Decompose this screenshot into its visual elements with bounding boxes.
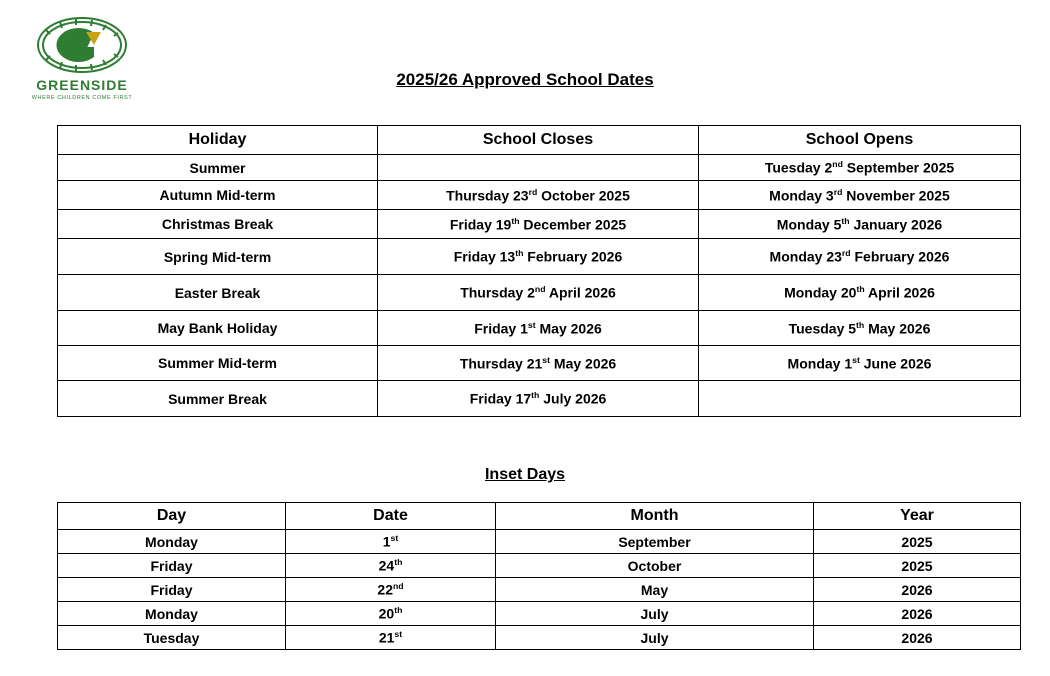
header-date: Date xyxy=(286,503,496,530)
inset-month-cell: September xyxy=(496,530,814,554)
table-row xyxy=(58,578,1021,602)
date-cell: Friday 1st May 2026 xyxy=(378,311,699,346)
holiday-name-cell: May Bank Holiday xyxy=(58,311,378,346)
inset-day-cell: Monday xyxy=(58,530,286,554)
holiday-name-cell: Spring Mid-term xyxy=(58,239,378,275)
holiday-name-cell: Summer Mid-term xyxy=(58,346,378,381)
holiday-name-cell: Summer Break xyxy=(58,381,378,417)
inset-month-cell: July xyxy=(496,602,814,626)
inset-date-cell: 21st xyxy=(286,626,496,650)
school-dates-body xyxy=(58,155,1021,417)
inset-month-cell: July xyxy=(496,626,814,650)
inset-date-cell: 24th xyxy=(286,554,496,578)
header-year: Year xyxy=(814,503,1021,530)
holiday-name-cell: Easter Break xyxy=(58,275,378,311)
table-header-row xyxy=(58,126,1021,155)
date-cell: Monday 3rd November 2025 xyxy=(699,181,1021,210)
inset-days-table xyxy=(57,502,1021,650)
table-row xyxy=(58,346,1021,381)
table-row xyxy=(58,275,1021,311)
inset-date-cell: 22nd xyxy=(286,578,496,602)
inset-date-cell: 1st xyxy=(286,530,496,554)
date-cell: Friday 13th February 2026 xyxy=(378,239,699,275)
inset-year-cell: 2025 xyxy=(814,530,1021,554)
date-cell: Thursday 21st May 2026 xyxy=(378,346,699,381)
table-row xyxy=(58,155,1021,181)
inset-year-cell: 2026 xyxy=(814,602,1021,626)
inset-day-cell: Monday xyxy=(58,602,286,626)
inset-month-cell: May xyxy=(496,578,814,602)
header-holiday: Holiday xyxy=(58,126,378,155)
date-cell xyxy=(378,155,699,181)
holiday-name-cell: Christmas Break xyxy=(58,210,378,239)
date-cell: Friday 19th December 2025 xyxy=(378,210,699,239)
inset-days-body xyxy=(58,530,1021,650)
inset-year-cell: 2026 xyxy=(814,578,1021,602)
date-cell xyxy=(699,381,1021,417)
date-cell: Friday 17th July 2026 xyxy=(378,381,699,417)
inset-month-cell: October xyxy=(496,554,814,578)
logo-school-name: GREENSIDE xyxy=(36,77,128,93)
logo-tagline: WHERE CHILDREN COME FIRST xyxy=(31,95,133,101)
date-cell: Tuesday 5th May 2026 xyxy=(699,311,1021,346)
table-row xyxy=(58,181,1021,210)
inset-day-cell: Tuesday xyxy=(58,626,286,650)
page-title: 2025/26 Approved School Dates xyxy=(396,70,654,89)
inset-days-title: Inset Days xyxy=(484,466,566,483)
date-cell: Thursday 2nd April 2026 xyxy=(378,275,699,311)
school-dates-table xyxy=(57,125,1021,417)
table-row xyxy=(58,210,1021,239)
inset-year-cell: 2026 xyxy=(814,626,1021,650)
holiday-name-cell: Summer xyxy=(58,155,378,181)
table-row xyxy=(58,311,1021,346)
date-cell: Tuesday 2nd September 2025 xyxy=(699,155,1021,181)
table-row xyxy=(58,381,1021,417)
table-header-row xyxy=(58,503,1021,530)
table-row xyxy=(58,239,1021,275)
date-cell: Monday 5th January 2026 xyxy=(699,210,1021,239)
logo-mark-icon xyxy=(32,14,132,76)
holiday-name-cell: Autumn Mid-term xyxy=(58,181,378,210)
header-month: Month xyxy=(496,503,814,530)
date-cell: Monday 20th April 2026 xyxy=(699,275,1021,311)
table-row xyxy=(58,602,1021,626)
date-cell: Thursday 23rd October 2025 xyxy=(378,181,699,210)
table-row xyxy=(58,530,1021,554)
header-school-closes: School Closes xyxy=(378,126,699,155)
table-row xyxy=(58,626,1021,650)
inset-year-cell: 2025 xyxy=(814,554,1021,578)
table-row xyxy=(58,554,1021,578)
inset-day-cell: Friday xyxy=(58,554,286,578)
inset-day-cell: Friday xyxy=(58,578,286,602)
date-cell: Monday 23rd February 2026 xyxy=(699,239,1021,275)
school-logo xyxy=(22,14,142,106)
header-school-opens: School Opens xyxy=(699,126,1021,155)
inset-date-cell: 20th xyxy=(286,602,496,626)
date-cell: Monday 1st June 2026 xyxy=(699,346,1021,381)
header-day: Day xyxy=(58,503,286,530)
